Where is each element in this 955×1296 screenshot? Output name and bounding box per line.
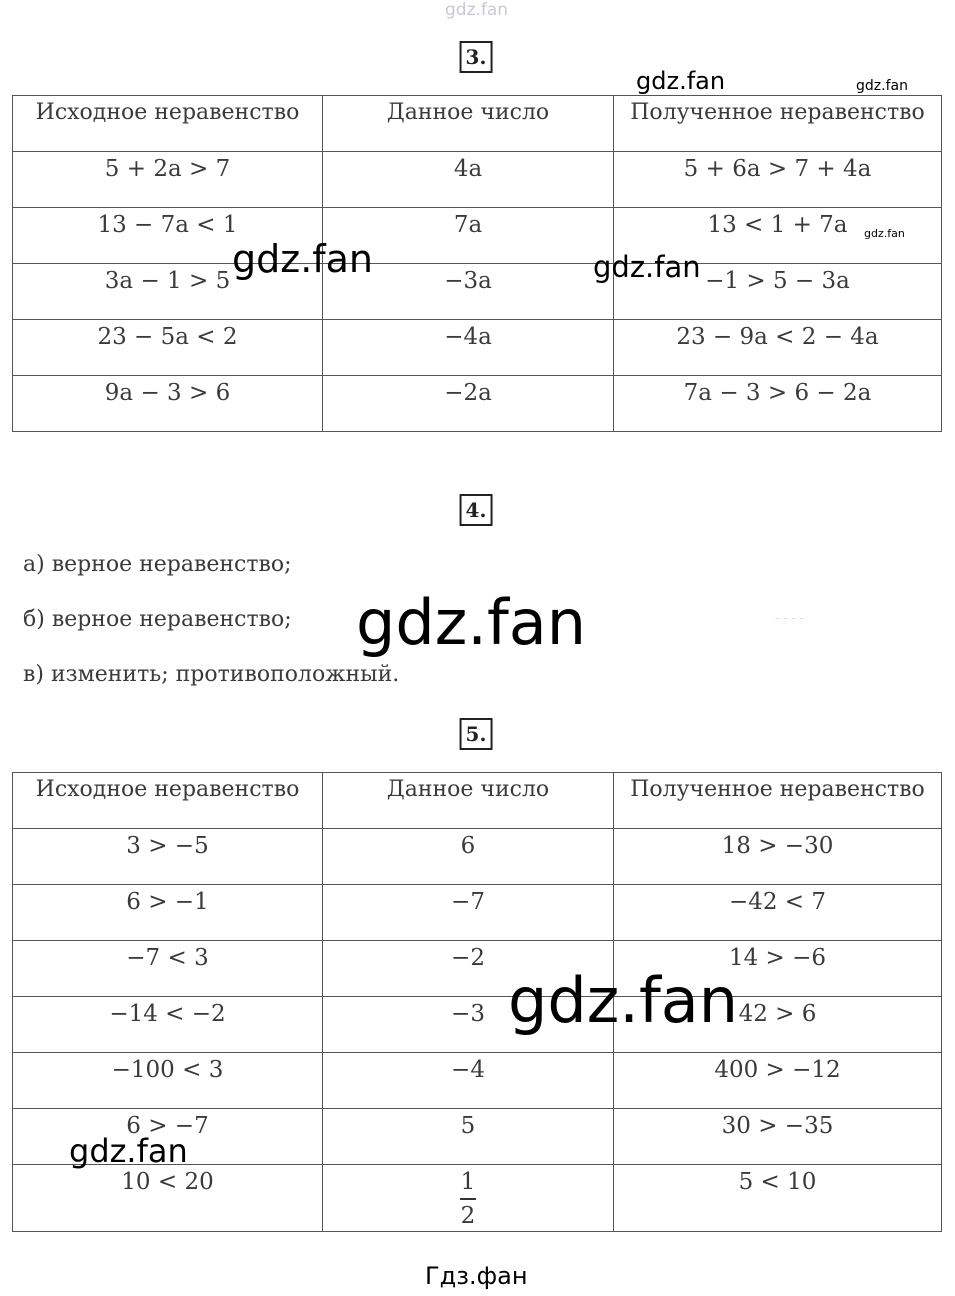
header-result: Полученное неравенство [614,773,942,829]
cell-number: −3a [323,264,614,320]
watermark-small: gdz.fan [856,78,908,94]
cell-result: 23 − 9a < 2 − 4a [614,320,942,376]
cell-number: 5 [323,1109,614,1165]
cell-original: 3a − 1 > 5 [13,264,323,320]
table-row [13,829,942,885]
fraction-denominator: 2 [460,1203,476,1229]
cell-original: −14 < −2 [13,997,323,1053]
faint-dashes: - - - - [775,611,804,625]
watermark-large: gdz.fan [356,586,587,659]
cell-result: −42 < 7 [614,885,942,941]
table-row [13,885,942,941]
cell-number: −4a [323,320,614,376]
table-row [13,152,942,208]
fraction-bar [460,1198,476,1200]
cell-original: 9a − 3 > 6 [13,376,323,432]
watermark-tiny: gdz.fan [864,227,905,240]
cell-number: 6 [323,829,614,885]
table-row [13,1053,942,1109]
cell-original: 23 − 5a < 2 [13,320,323,376]
cell-result: 42 > 6 [614,997,942,1053]
watermark-small: gdz.fan [636,67,726,95]
cell-original: 10 < 20 [13,1165,323,1232]
cell-original: 6 > −7 [13,1109,323,1165]
cell-result: 400 > −12 [614,1053,942,1109]
cell-result: 7a − 3 > 6 − 2a [614,376,942,432]
watermark-medium: gdz.fan [69,1132,188,1170]
task-3-number: 3. [460,41,493,73]
answer-c: в) изменить; противоположный. [23,662,400,687]
task-4-answers [23,548,399,713]
header-number: Данное число [323,96,614,152]
cell-original: 6 > −1 [13,885,323,941]
table-row [13,264,942,320]
watermark-medium: gdz.fan [593,250,701,284]
fraction-numerator: 1 [460,1169,476,1195]
table-header-row [13,773,942,829]
cell-result: 30 > −35 [614,1109,942,1165]
cell-number: −4 [323,1053,614,1109]
cell-result: 5 + 6a > 7 + 4a [614,152,942,208]
header-original: Исходное неравенство [13,773,323,829]
header-original: Исходное неравенство [13,96,323,152]
cell-result: 13 < 1 + 7a [614,208,942,264]
cell-result: 5 < 10 [614,1165,942,1232]
answer-b: б) верное неравенство; [23,607,292,632]
fraction [460,1167,476,1231]
cell-result: −1 > 5 − 3a [614,264,942,320]
watermark-medium: gdz.fan [232,237,374,281]
cell-original: −100 < 3 [13,1053,323,1109]
watermark-large: gdz.fan [508,964,739,1037]
watermark-top: gdz.fan [445,0,509,20]
cell-number: −7 [323,885,614,941]
cell-original: −7 < 3 [13,941,323,997]
header-number: Данное число [323,773,614,829]
cell-result: 14 > −6 [614,941,942,997]
cell-original: 5 + 2a > 7 [13,152,323,208]
footer-watermark: Гдз.фан [425,1262,528,1290]
table-row [13,320,942,376]
cell-number: −2 [323,941,614,997]
cell-number [323,1165,614,1232]
table-row [13,208,942,264]
table-row [13,997,942,1053]
task-3-table [12,95,942,432]
cell-number: −3 [323,997,614,1053]
table-row [13,1165,942,1232]
cell-original: 13 − 7a < 1 [13,208,323,264]
answer-a: а) верное неравенство; [23,552,292,577]
task-4-number: 4. [460,494,493,526]
table-header-row [13,96,942,152]
cell-number: −2a [323,376,614,432]
table-row [13,376,942,432]
table-row [13,941,942,997]
cell-original: 3 > −5 [13,829,323,885]
task-5-number: 5. [460,718,493,750]
cell-number: 7a [323,208,614,264]
cell-number: 4a [323,152,614,208]
header-result: Полученное неравенство [614,96,942,152]
cell-result: 18 > −30 [614,829,942,885]
